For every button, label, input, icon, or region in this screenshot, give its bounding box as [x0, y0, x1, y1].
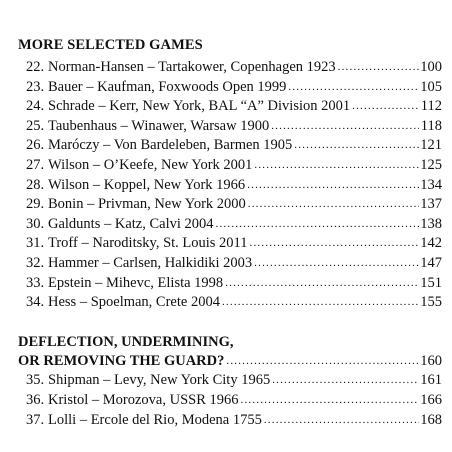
toc-entry[interactable]	[18, 274, 442, 294]
dot-leader	[272, 371, 419, 391]
toc-entry-title: Lolli – Ercole del Rio, Modena 1755	[48, 411, 262, 428]
dot-leader	[226, 352, 419, 372]
toc-entry-label	[18, 391, 239, 411]
toc-entry-number: 25.	[26, 117, 45, 134]
toc-entry[interactable]	[18, 215, 442, 235]
dot-leader	[222, 293, 419, 313]
toc-entry-page: 168	[420, 411, 442, 428]
dot-leader	[352, 97, 419, 117]
toc-entry-number: 22.	[26, 59, 45, 75]
toc-entry-label	[18, 78, 286, 98]
toc-entry[interactable]	[18, 293, 442, 313]
toc-entry[interactable]	[18, 254, 442, 274]
toc-entry-title: Bonin – Privman, New York 2000	[48, 196, 246, 213]
toc-entry-title: Bauer – Kaufman, Foxwoods Open 1999	[48, 78, 287, 95]
toc-entry-number: 29.	[26, 196, 45, 213]
toc-entry-title: Schrade – Kerr, New York, BAL “A” Division 2001	[48, 98, 351, 115]
dot-leader	[271, 117, 419, 137]
toc-entry-label	[18, 58, 336, 78]
toc-entry-page: 121	[420, 137, 442, 154]
toc-entry-title: Troff – Naroditsky, St. Louis 2011	[48, 235, 248, 252]
toc-entry-label	[18, 215, 214, 235]
toc-entry-page: 100	[420, 59, 442, 75]
toc-entry-title: Hammer – Carlsen, Halkidiki 2003	[48, 254, 253, 271]
section-heading-more-selected-games: MORE SELECTED GAMES	[18, 37, 203, 53]
toc-entry-title: Maróczy – Von Bardeleben, Barmen 1905	[48, 137, 293, 154]
dot-leader	[254, 254, 419, 274]
toc-entry-number: 27.	[26, 156, 45, 173]
dot-leader	[288, 78, 419, 98]
section-list-more-selected-games	[18, 58, 442, 313]
dot-leader	[338, 58, 419, 78]
toc-entry[interactable]	[18, 97, 442, 117]
toc-entry-title: Taubenhaus – Winawer, Warsaw 1900	[48, 117, 270, 134]
section-list-deflection	[18, 371, 442, 430]
dot-leader	[294, 136, 419, 156]
toc-entry-number: 35.	[26, 372, 45, 389]
dot-leader	[241, 391, 419, 411]
toc-entry-number: 31.	[26, 235, 45, 252]
dot-leader	[216, 215, 419, 235]
dot-leader	[225, 274, 419, 294]
toc-entry-page: 166	[420, 391, 442, 408]
section-heading-line-1: DEFLECTION, UNDERMINING,	[18, 333, 234, 350]
toc-entry[interactable]	[18, 371, 442, 391]
toc-entry-page: 112	[420, 98, 442, 115]
toc-entry-title: Epstein – Mihevc, Elista 1998	[48, 274, 224, 291]
toc-entry-page: 138	[420, 215, 442, 232]
toc-entry-page: 137	[420, 196, 442, 213]
toc-entry-number: 28.	[26, 176, 45, 193]
toc-entry-title: Kristol – Morozova, USSR 1966	[48, 391, 239, 408]
section-heading-deflection[interactable]	[18, 352, 442, 372]
toc-entry-number: 33.	[26, 274, 45, 291]
toc-entry-title: Shipman – Levy, New York City 1965	[48, 372, 271, 389]
toc-entry-page: 147	[420, 254, 442, 271]
toc-entry-title: Wilson – O’Keefe, New York 2001	[48, 156, 253, 173]
toc-entry-label	[18, 195, 246, 215]
toc-entry-title: Galdunts – Katz, Calvi 2004	[48, 215, 214, 232]
toc-entry-title: Norman-Hansen – Tartakower, Copenhagen 1923	[48, 59, 336, 75]
toc-entry-label	[18, 411, 262, 431]
section-heading-line-2: OR REMOVING THE GUARD?	[18, 352, 225, 369]
toc-entry-page: 134	[420, 176, 442, 193]
toc-entry-page: 125	[420, 156, 442, 173]
toc-entry[interactable]	[18, 234, 442, 254]
toc-entry-number: 30.	[26, 215, 45, 232]
toc-entry[interactable]	[18, 156, 442, 176]
dot-leader	[250, 234, 419, 254]
toc-entry-label	[18, 254, 252, 274]
dot-leader	[254, 156, 419, 176]
section-spacer	[18, 313, 442, 333]
toc-entry[interactable]	[18, 176, 442, 196]
toc-entry[interactable]	[18, 195, 442, 215]
toc-entry-page: 118	[420, 117, 442, 134]
toc-entry[interactable]	[18, 78, 442, 98]
toc-entry-page: 142	[420, 235, 442, 252]
toc-entry[interactable]	[18, 58, 442, 78]
toc-entry-label	[18, 117, 269, 137]
toc-entry-title: Hess – Spoelman, Crete 2004	[48, 294, 220, 311]
toc-entry-page: 161	[420, 372, 442, 389]
toc-entry-number: 36.	[26, 391, 45, 408]
toc-entry-label	[18, 97, 350, 117]
toc-entry-number: 32.	[26, 254, 45, 271]
dot-leader	[247, 176, 419, 196]
toc-entry[interactable]	[18, 136, 442, 156]
toc-entry[interactable]	[18, 411, 442, 431]
toc-entry-page: 105	[420, 78, 442, 95]
toc-entry-page: 151	[420, 274, 442, 291]
table-of-contents	[18, 36, 442, 430]
toc-entry-label	[18, 234, 248, 254]
toc-entry-label	[18, 293, 220, 313]
toc-entry-label	[18, 371, 270, 391]
dot-leader	[248, 195, 419, 215]
toc-entry-number: 24.	[26, 98, 45, 115]
toc-entry-number: 23.	[26, 78, 45, 95]
toc-entry-page: 155	[420, 294, 442, 311]
toc-entry[interactable]	[18, 391, 442, 411]
toc-entry-label	[18, 274, 223, 294]
toc-entry-number: 26.	[26, 137, 45, 154]
toc-entry-label	[18, 136, 292, 156]
toc-entry-label	[18, 156, 252, 176]
toc-entry-number: 34.	[26, 294, 45, 311]
toc-entry-label	[18, 176, 245, 196]
section-heading-page: 160	[420, 352, 442, 369]
dot-leader	[264, 411, 419, 431]
toc-entry[interactable]	[18, 117, 442, 137]
toc-entry-number: 37.	[26, 411, 45, 428]
toc-entry-title: Wilson – Koppel, New York 1966	[48, 176, 246, 193]
